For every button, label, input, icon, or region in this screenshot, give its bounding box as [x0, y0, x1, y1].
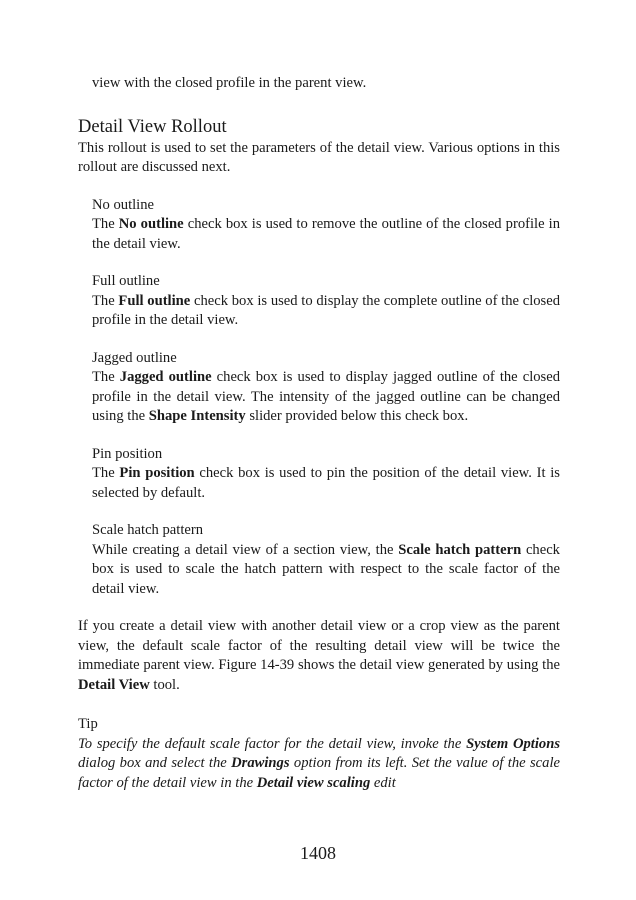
tip-text: [78, 735, 560, 794]
text-run: check box is used to scale the hatch pattern with respect to the scale factor of the detail view.: [92, 541, 560, 597]
text-run: check box is used to display jagged outline of the closed profile in the detail view. The intensity of the jagged outline can be changed using the: [92, 369, 561, 424]
bold-term: Drawings: [231, 755, 290, 771]
option-description: [92, 292, 560, 331]
text-run: The: [92, 369, 120, 385]
text-run: While creating a detail view of a section view, the: [92, 541, 399, 558]
text-run: check box is used to display the complete outline of the closed profile in the detail view.: [92, 292, 560, 328]
option-title: No outline: [92, 196, 155, 213]
text-run: dialog box and select the: [78, 755, 232, 771]
option-description: [92, 541, 560, 600]
bold-term: No outline: [118, 216, 184, 232]
text-run: To specify the default scale factor for the detail view, invoke the: [78, 735, 467, 752]
option-title: Pin position: [92, 445, 163, 462]
option-title: Full outline: [92, 273, 160, 289]
tip-label: Tip: [78, 716, 98, 732]
text-run: The: [92, 465, 120, 481]
option-pin-position: [78, 445, 560, 504]
option-description: [92, 215, 560, 254]
continued-text: view with the closed profile in the parent view.: [92, 75, 367, 91]
bold-term: Detail View: [78, 676, 150, 693]
body-paragraph: [78, 617, 560, 695]
text-run: slider provided below this check box.: [245, 408, 469, 424]
option-scale-hatch-pattern: [78, 521, 560, 599]
text-run: tool.: [149, 676, 180, 693]
text-run: If you create a detail view with another detail view or a crop view as the parent view, the default scale factor of the resulting detail view will be twice the immediate parent view. Figure 14-39 shows the detail view generated by using the: [78, 618, 560, 673]
option-title: Jagged outline: [92, 349, 177, 366]
page-number: 1408: [300, 843, 336, 863]
bold-term: Jagged outline: [119, 369, 212, 385]
text-run: edit: [370, 774, 396, 791]
bold-term: Detail view scaling: [256, 774, 371, 791]
bold-term: Scale hatch pattern: [398, 541, 522, 558]
text-run: check box is used to remove the outline of the closed profile in the detail view.: [92, 216, 560, 252]
option-full-outline: [78, 272, 560, 331]
text-run: The: [92, 292, 119, 309]
option-jagged-outline: [78, 349, 560, 427]
bold-term: Shape Intensity: [148, 408, 246, 424]
option-title: Scale hatch pattern: [92, 522, 204, 538]
bold-term: System Options: [466, 735, 561, 752]
bold-term: Full outline: [118, 292, 191, 309]
bold-term: Pin position: [119, 465, 195, 481]
option-description: [92, 368, 560, 427]
section-heading: Detail View Rollout: [78, 116, 227, 137]
option-description: [92, 464, 560, 503]
text-run: check box is used to pin the position of the detail view. It is selected by default.: [92, 465, 560, 501]
page-content: [78, 74, 560, 793]
text-run: option from its left. Set the value of the scale factor of the detail view in the: [78, 755, 560, 791]
option-no-outline: [78, 196, 560, 255]
text-run: The: [92, 216, 119, 232]
section-intro: This rollout is used to set the parameters of the detail view. Various options in this rollout are discussed next.: [78, 139, 560, 175]
